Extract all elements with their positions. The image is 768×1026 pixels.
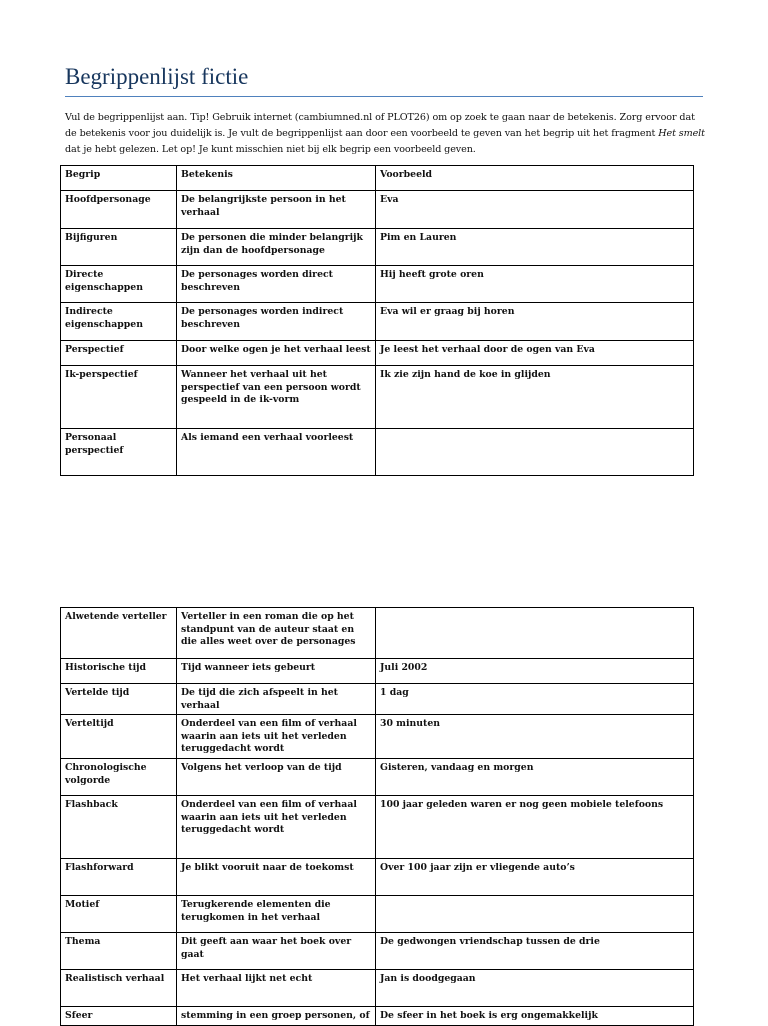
cell-betekenis: Wanneer het verhaal uit het perspectief van een persoon wordt gespeeld in de ik-vorm: [177, 366, 376, 429]
table-row: [61, 303, 694, 341]
cell-voorbeeld: 100 jaar geleden waren er nog geen mobiele telefoons: [376, 796, 694, 859]
table-row: [61, 1007, 694, 1026]
cell-voorbeeld: [376, 896, 694, 933]
table-row: [61, 191, 694, 229]
table-row: [61, 659, 694, 684]
intro-paragraph: [65, 110, 705, 158]
cell-voorbeeld: Over 100 jaar zijn er vliegende auto’s: [376, 859, 694, 896]
cell-betekenis: Door welke ogen je het verhaal leest: [177, 341, 376, 366]
cell-voorbeeld: Eva: [376, 191, 694, 229]
cell-betekenis: Onderdeel van een film of verhaal waarin aan iets uit het verleden teruggedacht wordt: [177, 715, 376, 759]
cell-betekenis: Terugkerende elementen die terugkomen in het verhaal: [177, 896, 376, 933]
cell-begrip: Vertelde tijd: [61, 684, 177, 715]
table-row: [61, 970, 694, 1007]
cell-voorbeeld: 30 minuten: [376, 715, 694, 759]
cell-betekenis: Volgens het verloop van de tijd: [177, 759, 376, 796]
table-header-row: [61, 166, 694, 191]
cell-begrip: Personaal perspectief: [61, 429, 177, 476]
cell-voorbeeld: Ik zie zijn hand de koe in glijden: [376, 366, 694, 429]
cell-begrip: Indirecte eigenschappen: [61, 303, 177, 341]
cell-begrip: Bijfiguren: [61, 229, 177, 266]
table-row: [61, 684, 694, 715]
title-divider: [65, 96, 703, 97]
cell-betekenis: De tijd die zich afspeelt in het verhaal: [177, 684, 376, 715]
table-row: [61, 759, 694, 796]
table-row: [61, 896, 694, 933]
cell-betekenis: Het verhaal lijkt net echt: [177, 970, 376, 1007]
cell-voorbeeld: 1 dag: [376, 684, 694, 715]
cell-begrip: Ik-perspectief: [61, 366, 177, 429]
intro-italic-title: Het smelt: [658, 128, 705, 139]
header-begrip: Begrip: [61, 166, 177, 191]
cell-begrip: Flashforward: [61, 859, 177, 896]
table-row: [61, 933, 694, 970]
cell-begrip: Historische tijd: [61, 659, 177, 684]
cell-voorbeeld: [376, 429, 694, 476]
cell-voorbeeld: Jan is doodgegaan: [376, 970, 694, 1007]
cell-voorbeeld: Gisteren, vandaag en morgen: [376, 759, 694, 796]
table-row: [61, 796, 694, 859]
cell-betekenis: De personages worden indirect beschreven: [177, 303, 376, 341]
cell-begrip: Chronologische volgorde: [61, 759, 177, 796]
cell-voorbeeld: [376, 608, 694, 659]
table-row: [61, 229, 694, 266]
cell-betekenis: Tijd wanneer iets gebeurt: [177, 659, 376, 684]
cell-begrip: Flashback: [61, 796, 177, 859]
table-row: [61, 429, 694, 476]
cell-betekenis: De personen die minder belangrijk zijn dan de hoofdpersonage: [177, 229, 376, 266]
cell-betekenis: Als iemand een verhaal voorleest: [177, 429, 376, 476]
cell-voorbeeld: Eva wil er graag bij horen: [376, 303, 694, 341]
cell-begrip: Realistisch verhaal: [61, 970, 177, 1007]
cell-begrip: Motief: [61, 896, 177, 933]
cell-voorbeeld: De gedwongen vriendschap tussen de drie: [376, 933, 694, 970]
cell-begrip: Alwetende verteller: [61, 608, 177, 659]
cell-voorbeeld: De sfeer in het boek is erg ongemakkelijk: [376, 1007, 694, 1026]
intro-text-after: dat je hebt gelezen. Let op! Je kunt misschien niet bij elk begrip een voorbeeld geven.: [65, 144, 476, 155]
cell-voorbeeld: Je leest het verhaal door de ogen van Eva: [376, 341, 694, 366]
cell-begrip: Sfeer: [61, 1007, 177, 1026]
table-row: [61, 859, 694, 896]
cell-betekenis: Onderdeel van een film of verhaal waarin aan iets uit het verleden teruggedacht wordt: [177, 796, 376, 859]
cell-begrip: Perspectief: [61, 341, 177, 366]
table-row: [61, 715, 694, 759]
cell-betekenis: Dit geeft aan waar het boek over gaat: [177, 933, 376, 970]
cell-begrip: Hoofdpersonage: [61, 191, 177, 229]
table-row: [61, 366, 694, 429]
cell-begrip: Verteltijd: [61, 715, 177, 759]
header-betekenis: Betekenis: [177, 166, 376, 191]
cell-begrip: Directe eigenschappen: [61, 266, 177, 303]
concepts-table-1: [60, 165, 694, 476]
cell-betekenis: De personages worden direct beschreven: [177, 266, 376, 303]
table-row: [61, 608, 694, 659]
concepts-table-2: [60, 607, 694, 1026]
cell-betekenis: Verteller in een roman die op het standpunt van de auteur staat en die alles weet over de personages: [177, 608, 376, 659]
cell-voorbeeld: Pim en Lauren: [376, 229, 694, 266]
cell-begrip: Thema: [61, 933, 177, 970]
cell-voorbeeld: Juli 2002: [376, 659, 694, 684]
cell-betekenis: Je blikt vooruit naar de toekomst: [177, 859, 376, 896]
cell-voorbeeld: Hij heeft grote oren: [376, 266, 694, 303]
page-title: Begrippenlijst fictie: [65, 64, 249, 89]
table-row: [61, 266, 694, 303]
cell-betekenis: stemming in een groep personen, of: [177, 1007, 376, 1026]
intro-text: Vul de begrippenlijst aan. Tip! Gebruik internet (cambiumned.nl of PLOT26) om op zoek te gaan naar de betekenis. Zorg ervoor dat de betekenis voor jou duidelijk is. Je vult de begrippenlijst aan door een voorbeeld te geven van het begrip uit het fragment: [65, 112, 695, 139]
cell-betekenis: De belangrijkste persoon in het verhaal: [177, 191, 376, 229]
header-voorbeeld: Voorbeeld: [376, 166, 694, 191]
table-row: [61, 341, 694, 366]
